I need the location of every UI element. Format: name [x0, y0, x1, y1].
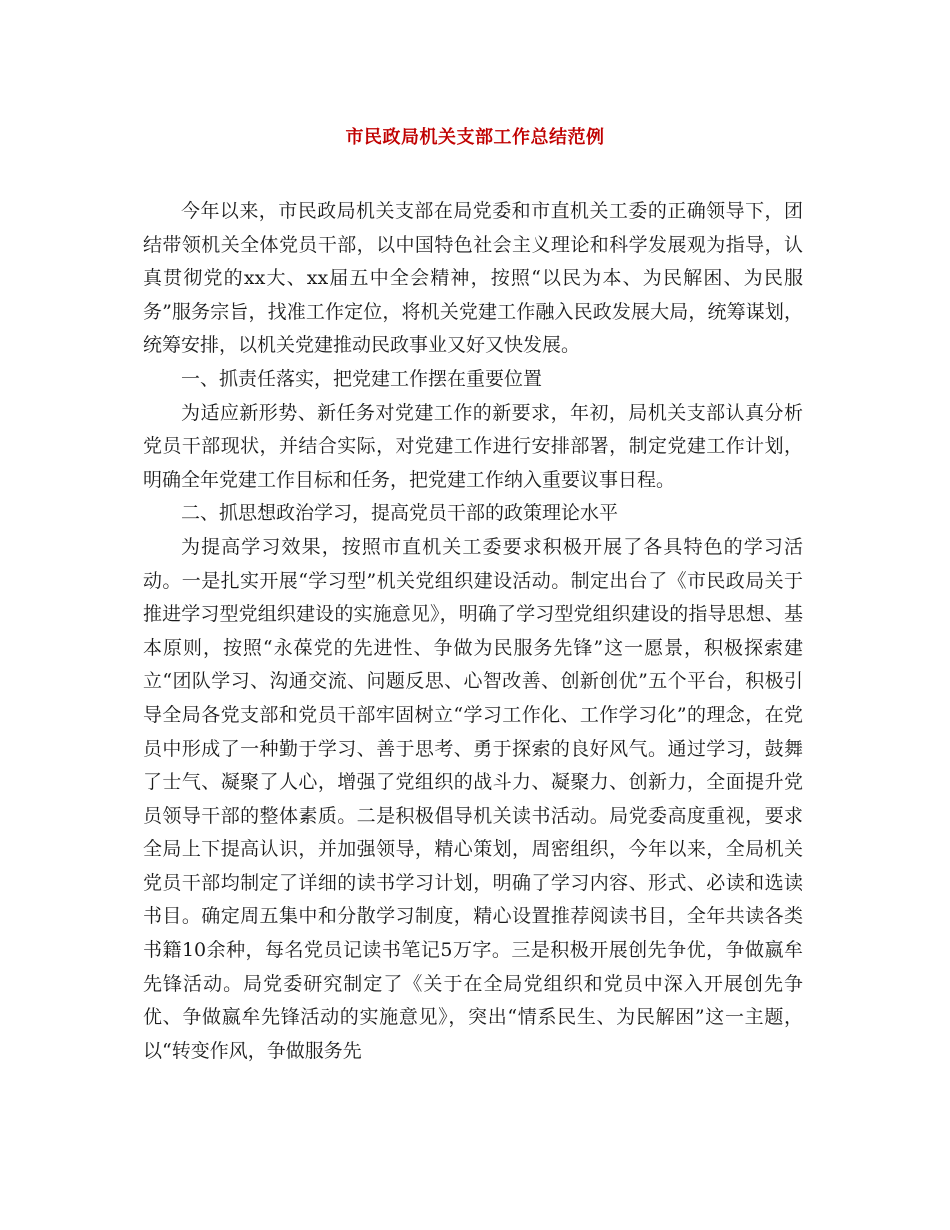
document-body — [143, 195, 803, 1068]
section-heading-2: 二、抓思想政治学习，提高党员干部的政策理论水平 — [181, 502, 619, 525]
section-heading-1: 一、抓责任落实，把党建工作摆在重要位置 — [181, 367, 543, 390]
intro-paragraph: 今年以来，市民政局机关支部在局党委和市直机关工委的正确领导下，团结带领机关全体党员干部，以中国特色社会主义理论和科学发展观为指导，认真贯彻党的xx大、xx届五中全会精神，按照“以民为本、为民解困、为民服务”服务宗旨，找准工作定位，将机关党建工作融入民政发展大局，统筹谋划，统筹安排，以机关党建推动民政事业又好又快发展。 — [143, 200, 803, 357]
section-paragraph-2: 为提高学习效果，按照市直机关工委要求积极开展了各具特色的学习活动。一是扎实开展“学习型”机关党组织建设活动。制定出台了《市民政局关于推进学习型党组织建设的实施意见》，明确了学习型党组织建设的指导思想、基本原则，按照“永葆党的先进性、争做为民服务先锋”这一愿景，积极探索建立“团队学习、沟通交流、问题反思、心智改善、创新创优”五个平台，积极引导全局各党支部和党员干部牢固树立“学习工作化、工作学习化”的理念，在党员中形成了一种勤于学习、善于思考、勇于探索的良好风气。通过学习，鼓舞了士气、凝聚了人心，增强了党组织的战斗力、凝聚力、创新力，全面提升党员领导干部的整体素质。二是积极倡导机关读书活动。局党委高度重视，要求全局上下提高认识，并加强领导，精心策划，周密组织，今年以来，全局机关党员干部均制定了详细的读书学习计划，明确了学习内容、形式、必读和选读书目。确定周五集中和分散学习制度，精心设置推荐阅读书目，全年共读各类书籍10余种，每名党员记读书笔记5万字。三是积极开展创先争优，争做嬴牟先锋活动。局党委研究制定了《关于在全局党组织和党员中深入开展创先争优、争做嬴牟先锋活动的实施意见》，突出“情系民生、为民解困”这一主题，以“转变作风，争做服务先 — [143, 535, 803, 1062]
section-paragraph-1: 为适应新形势、新任务对党建工作的新要求，年初，局机关支部认真分析党员干部现状，并结合实际，对党建工作进行安排部署，制定党建工作计划，明确全年党建工作目标和任务，把党建工作纳入重要议事日程。 — [143, 401, 803, 491]
document-title: 市民政局机关支部工作总结范例 — [345, 127, 605, 148]
